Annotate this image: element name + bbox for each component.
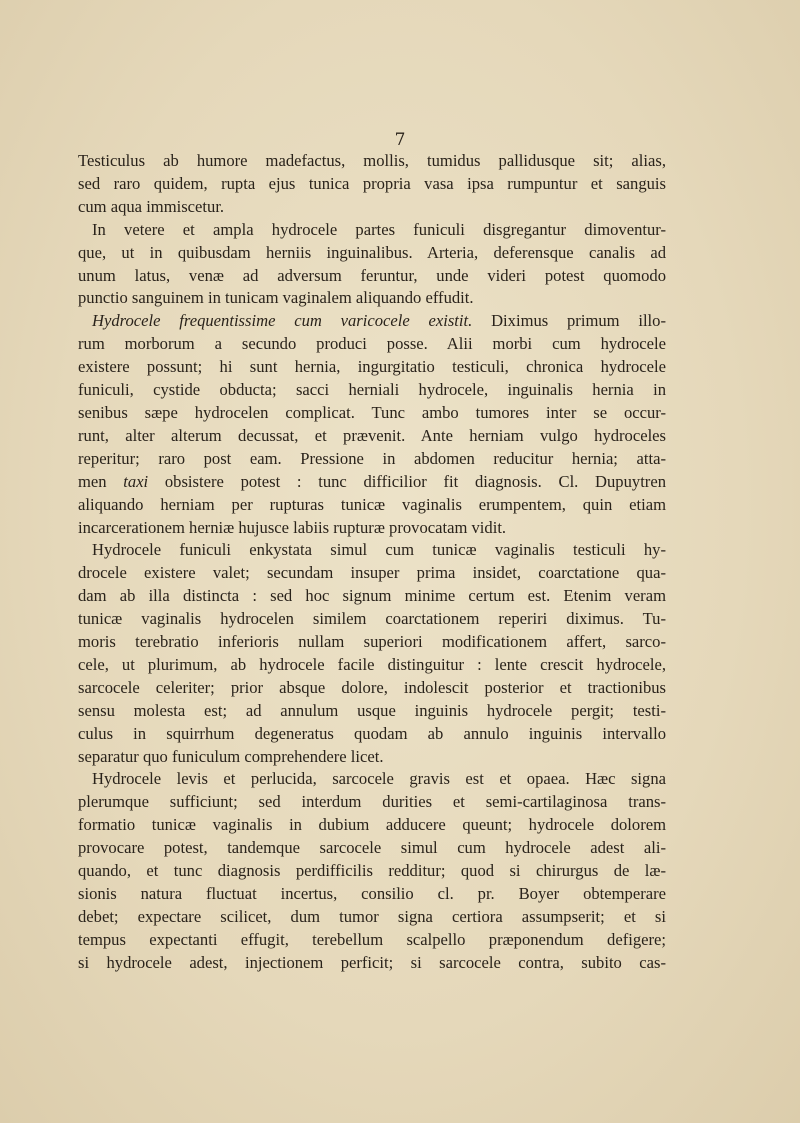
page-number: 7: [394, 130, 406, 150]
text-line: unum latus, venæ ad adversum feruntur, unde videri potest quomodo: [78, 265, 666, 285]
text-line: sed raro quidem, rupta ejus tunica propria vasa ipsa rumpuntur et sanguis: [78, 173, 666, 193]
text-line: Hydrocele funiculi enkystata simul cum tunicæ vaginalis testiculi hy-: [92, 540, 666, 560]
text-line: runt, alter alterum decussat, et prævenit. Ante herniam vulgo hydroceles: [78, 425, 666, 445]
text-line: sensu molesta est; ad annulum usque inguinis hydrocele pergit; testi-: [78, 700, 666, 720]
text-line: Hydrocele levis et perlucida, sarcocele gravis est et opaea. Hæc signa: [92, 769, 666, 789]
text-line: separatur quo funiculum comprehendere licet.: [78, 746, 384, 766]
text-line: debet; expectare scilicet, dum tumor signa certiora assumpserit; et si: [78, 906, 666, 926]
text-line: In vetere et ampla hydrocele partes funiculi disgregantur dimoventur-: [92, 219, 666, 239]
text-line: tempus expectanti effugit, terebellum scalpello præponendum defigere;: [78, 929, 666, 949]
text-line: funiculi, cystide obducta; sacci herniali hydrocele, inguinalis hernia in: [78, 380, 666, 400]
text-line: men taxi obsistere potest : tunc difficilior fit diagnosis. Cl. Dupuytren: [78, 471, 666, 491]
text-line: aliquando herniam per rupturas tunicæ vaginalis erumpentem, quin etiam: [78, 494, 666, 514]
text-line: drocele existere valet; secundam insuper prima insidet, coarctatione qua-: [78, 563, 666, 583]
text-line: sionis natura fluctuat incertus, consilio cl. pr. Boyer obtemperare: [78, 884, 666, 903]
text-line: rum morborum a secundo produci posse. Alii morbi cum hydrocele: [78, 334, 666, 354]
text-line: existere possunt; hi sunt hernia, ingurgitatio testiculi, chronica hydrocele: [78, 357, 666, 377]
body-text: [78, 150, 666, 975]
text-line: moris terebratio inferioris nullam superiori modificationem affert, sarco-: [78, 632, 666, 652]
text-line: si hydrocele adest, injectionem perficit; si sarcocele contra, subito cas-: [78, 952, 666, 972]
text-line: provocare potest, tandemque sarcocele simul cum hydrocele adest ali-: [78, 838, 666, 858]
text-line: sarcocele celeriter; prior absque dolore, indolescit posterior et tractionibus: [78, 677, 666, 697]
text-line: cum aqua immiscetur.: [78, 196, 225, 216]
text-line: Hydrocele frequentissime cum varicocele existit. Diximus primum illo-: [92, 311, 666, 331]
text-line: punctio sanguinem in tunicam vaginalem aliquando effudit.: [78, 288, 474, 308]
text-line: cele, ut plurimum, ab hydrocele facile distinguitur : lente crescit hydrocele,: [78, 654, 666, 674]
text-line: tunicæ vaginalis hydrocelen similem coarctationem reperiri diximus. Tu-: [78, 609, 666, 629]
text-line: Testiculus ab humore madefactus, mollis, tumidus pallidusque sit; alias,: [78, 151, 666, 170]
text-line: dam ab illa distincta : sed hoc signum minime certum est. Etenim veram: [78, 586, 666, 606]
text-line: reperitur; raro post eam. Pressione in abdomen reducitur hernia; atta-: [78, 448, 666, 468]
text-line: culus in squirrhum degeneratus quodam ab annulo inguinis intervallo: [78, 723, 666, 743]
text-line: formatio tunicæ vaginalis in dubium adducere queunt; hydrocele dolorem: [78, 815, 666, 835]
text-line: incarcerationem herniæ hujusce labiis rupturæ provocatam vidit.: [78, 517, 507, 537]
text-line: plerumque sufficiunt; sed interdum durities et semi-cartilaginosa trans-: [78, 792, 666, 812]
text-line: senibus sæpe hydrocelen complicat. Tunc ambo tumores inter se occur-: [78, 402, 666, 422]
text-line: que, ut in quibusdam herniis inguinalibus. Arteria, deferensque canalis ad: [78, 242, 666, 262]
text-line: quando, et tunc diagnosis perdifficilis redditur; quod si chirurgus de læ-: [78, 861, 666, 881]
